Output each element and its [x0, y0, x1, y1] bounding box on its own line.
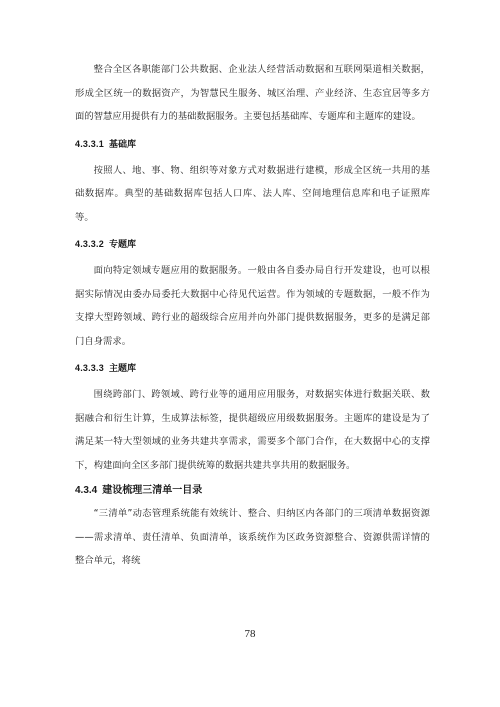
heading-title: 专题库	[108, 240, 136, 250]
intro-paragraph: 整合全区各职能部门公共数据、企业法人经营活动数据和互联网渠道相关数据，形成全区统一的数据资产，为智慧民生服务、城区治理、产业经济、生态宜居等多方面的智慧应用提供有力的基础数据服务。主要包括基础库、专题库和主题库的建设。	[75, 64, 430, 122]
heading-number: 4.3.3.2	[75, 239, 104, 249]
heading-4333	[75, 361, 430, 376]
heading-title: 主题库	[108, 364, 136, 374]
heading-number: 4.3.3.3	[75, 363, 104, 373]
heading-number: 4.3.4	[75, 485, 98, 496]
heading-title: 建设梳理三清单一目录	[102, 485, 203, 496]
page-content	[75, 58, 430, 573]
paragraph-basic-library: 按照人、地、事、物、组织等对象方式对数据进行建模，形成全区统一共用的基础数据库。典型的基础数据库包括人口库、法人库、空间地理信息库和电子证照库等。	[75, 164, 430, 223]
paragraph-theme-library: 围绕跨部门、跨领域、跨行业等的通用应用服务，对数据实体进行数据关联、数据融合和衍生计算，生成算法标签，提供超级应用级数据服务。主题库的建设是为了满足某一特大型领域的业务共建共享需求，需要多个部门合作，在大数据中心的支撑下，构建面向全区多部门提供统筹的数据共建共享共用的数据服务。	[75, 389, 430, 471]
page-number: 78	[244, 628, 256, 640]
heading-number: 4.3.3.1	[75, 138, 104, 149]
heading-4332	[75, 237, 430, 252]
heading-434	[75, 483, 430, 498]
paragraph-topic-library: 面向特定领域专题应用的数据服务。一般由各自委办局自行开发建设，也可以根据实际情况由委办局委托大数据中心待见代运营。作为领域的专题数据，一般不作为支撑大型跨领域、跨行业的超级综合应用并向外部门提供数据服务，更多的是满足部门自身需求。	[75, 265, 430, 347]
heading-title: 基础库	[108, 139, 136, 150]
heading-4331	[75, 137, 430, 152]
paragraph-three-lists: “三清单”动态管理系统能有效统计、整合、归纳区内各部门的三项清单数据资源——需求清单、责任清单、负面清单，该系统作为区政务资源整合、资源供需详情的整合单元，将统	[75, 508, 430, 566]
